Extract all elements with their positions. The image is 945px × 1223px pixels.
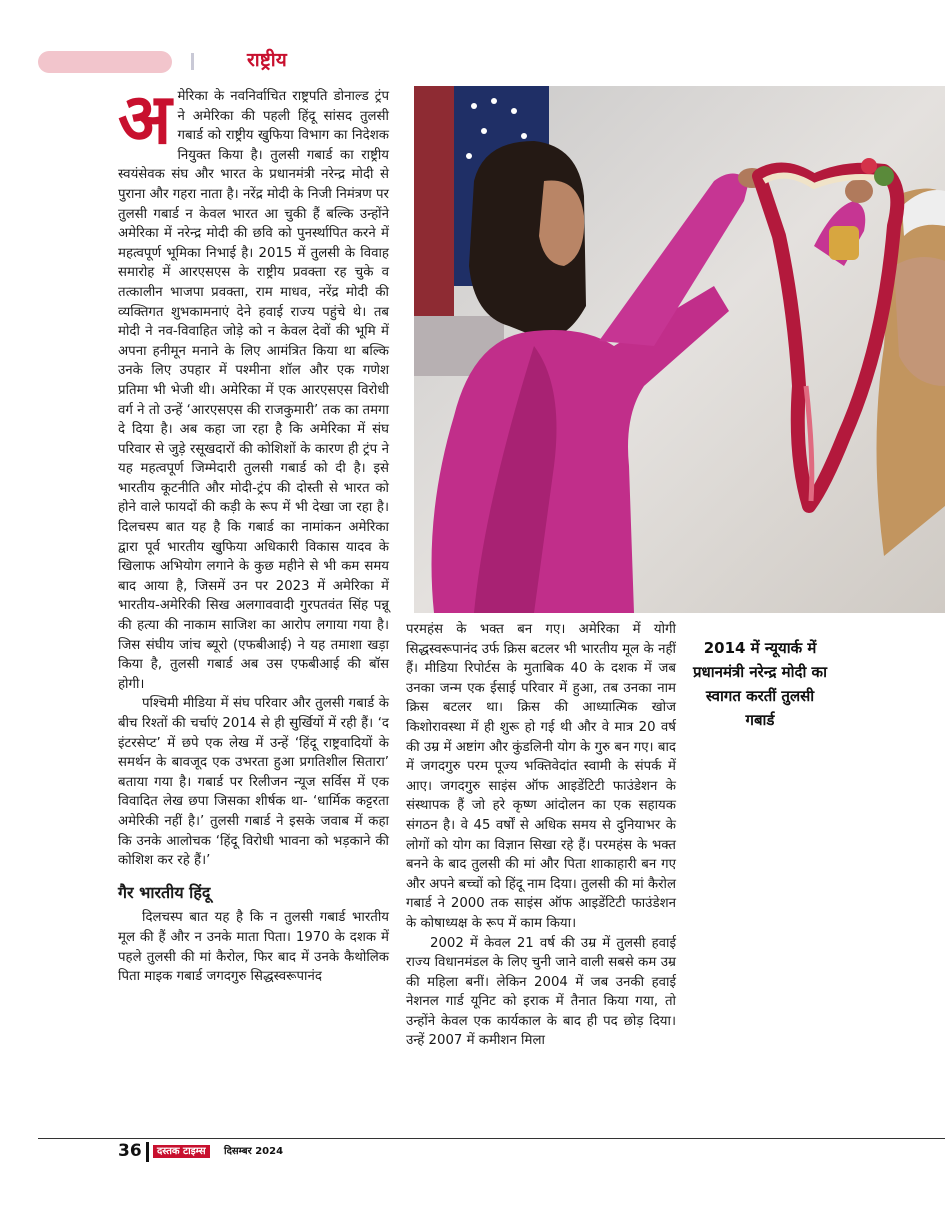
subheading: गैर भारतीय हिंदू — [118, 882, 211, 902]
paragraph-text: मेरिका के नवनिर्वाचित राष्ट्रपति डोनाल्ड ट्रंप ने अमेरिका की पहली हिंदू सांसद तुलसी गबार्ड को राष्ट्रीय खुफिया विभाग का निदेशक नियुक्त किया है। तुलसी गबार्ड का राष्ट्रीय स्वयंसेवक संघ और भारत के प्रधानमंत्री नरेन्द्र मोदी से पुराना और गहरा नाता है। नरेंद्र मोदी के निजी निमंत्रण पर तुलसी गबार्ड न केवल भारत आ चुकी हैं बल्कि उन्होंने अमेरिका में नरेन्द्र मोदी की छवि को पुनर्स्थापित करने में महत्वपूर्ण भूमिका निभाई है। 2015 में तुलसी के विवाह समारोह में आरएसएस के राष्ट्रीय प्रवक्ता रह चुके व तत्कालीन भाजपा प्रवक्ता, राम माधव, नरेंद्र मोदी की व्यक्तिगत शुभकामनाएं देने हवाई राज्य पहुंचे थे। तब मोदी ने नव-विवाहित जोड़े को न केवल देवों की भूमि में अपना हनीमून मनाने के लिए आमंत्रित किया था बल्कि उनके लिए उपहार में पश्मीना शॉल और एक गणेश प्रतिमा भी भेजी थी। अमेरिका में एक आरएसएस विरोधी वर्ग ने तो उन्हें ‘आरएसएस की राजकुमारी’ तक का तमगा दे दिया है। अब कहा जा रहा है कि अमेरिका में संघ परिवार से जुड़े रसूखदारों की कोशिशों के कारण ही ट्रंप ने यह महत्वपूर्ण जिम्मेदारी तुलसी गबार्ड को दी है। इसे भारतीय कूटनीति और मोदी-ट्रंप की दोस्ती से भारत को होने वाले फायदों की कड़ी के रूप में भी देखा जा रहा है। दिलचस्प बात यह है कि गबार्ड का नामांकन अमेरिका द्वारा पूर्व भारतीय खुफिया अधिकारी विकास यादव के खिलाफ अभियोग लगाने के कुछ महीने से भी कम समय बाद आया है, जिसमें उन पर 2023 में अमेरिका में भारतीय-अमेरिकी सिख अलगाववादी गुरपतवंत सिंह पन्नू की हत्या की नाकाम साजिश का आरोप लगाया गया है। जिस संघीय जांच ब्यूरो (एफबीआई) ने यह तमाशा खड़ा किया है, तुलसी गबार्ड अब उस एफबीआई की बॉस होगी। — [118, 89, 389, 692]
section-title: राष्ट्रीय — [247, 49, 287, 71]
page-number: 36 — [118, 1141, 142, 1161]
footer-divider — [146, 1142, 149, 1162]
header-divider — [191, 53, 194, 70]
magazine-brand: दस्तक टाइम्स — [153, 1145, 210, 1158]
article-paragraph — [118, 78, 389, 694]
issue-date: दिसम्बर 2024 — [224, 1146, 284, 1157]
header-decoration-pill — [38, 51, 172, 73]
article-column-1 — [118, 78, 389, 987]
article-paragraph: परमहंस के भक्त बन गए। अमेरिका में योगी सिद्धस्वरूपानंद उर्फ क्रिस बटलर भी भारतीय मूल के नहीं हैं। मीडिया रिपोर्टस के मुताबिक 40 के दशक में जब उनका जन्म एक ईसाई परिवार में हुआ, तब उनका नाम क्रिस बटलर था। क्रिस की आध्यात्मिक खोज किशोरावस्था में ही शुरू हो गई थी और वे मात्र 20 वर्ष की उम्र में अष्टांग और कुंडलिनी योग के गुरु बन गए। बाद में जगदगुरु परम पूज्य भक्तिवेदांत स्वामी के संपर्क में आए। जगदगुरु साइंस ऑफ आइडेंटिटी फाउंडेशन के संस्थापक हैं जो हरे कृष्ण आंदोलन का एक सहायक संगठन है। वे 45 वर्षों से अधिक समय से दुनियाभर के लोगों को योग का विज्ञान सिखा रहे हैं। परमहंस के भक्त बनने के बाद तुलसी की मां और पिता शाकाहारी बन गए और अपने बच्चों को हिंदू नाम दिया। तुलसी की मां कैरोल गबार्ड ने 2000 तक साइंस ऑफ आइडेंटिटी फाउंडेशन के कोषाध्यक्ष के रूप में काम किया। — [406, 622, 676, 931]
photo-illustration — [414, 86, 945, 613]
photo-caption: 2014 में न्यूयार्क में प्रधानमंत्री नरेन्द्र मोदी का स्वागत करतीं तुलसी गबार्ड — [693, 639, 827, 729]
drop-cap: अ — [118, 78, 172, 160]
article-paragraph: दिलचस्प बात यह है कि न तुलसी गबार्ड भारतीय मूल की हैं और न उनके माता पिता। 1970 के दशक में पहले तुलसी की मां कैरोल, फिर बाद में उनके कैथोलिक पिता माइक गबार्ड जगदगुरु सिद्धस्वरूपानंद — [118, 910, 389, 985]
article-paragraph: पश्चिमी मीडिया में संघ परिवार और तुलसी गबार्ड के बीच रिश्तों की चर्चाएं 2014 से ही सुर्खियों में रही हैं। ‘द इंटरसेप्ट’ में छपे एक लेख में उन्हें ‘हिंदू राष्ट्रवादियों के समर्थन के बावजूद एक उभरता हुआ प्रगतिशील सितारा’ बताया गया है। गबार्ड पर रिलीजन न्यूज सर्विस में एक विवादित लेख छपा जिसका शीर्षक था- ‘धार्मिक कट्टरता अमेरिकी नहीं है।’ तुलसी गबार्ड ने इसके जवाब में कहा कि उनके आलोचक ‘हिंदू विरोधी भावना को भड़काने की कोशिश कर रहे हैं।’ — [118, 696, 389, 869]
article-column-2 — [406, 620, 676, 1051]
article-photo — [414, 86, 945, 613]
article-paragraph: 2002 में केवल 21 वर्ष की उम्र में तुलसी हवाई राज्य विधानमंडल के लिए चुनी जाने वाली सबसे कम उम्र की महिला बनीं। लेकिन 2004 में जब उनकी हवाई नेशनल गार्ड यूनिट को इराक में तैनात किया गया, तो उन्होंने केवल एक कार्यकाल के बाद ही पद छोड़ दिया। उन्हें 2007 में कमीशन मिला — [406, 935, 676, 1049]
footer-rule — [38, 1138, 945, 1139]
